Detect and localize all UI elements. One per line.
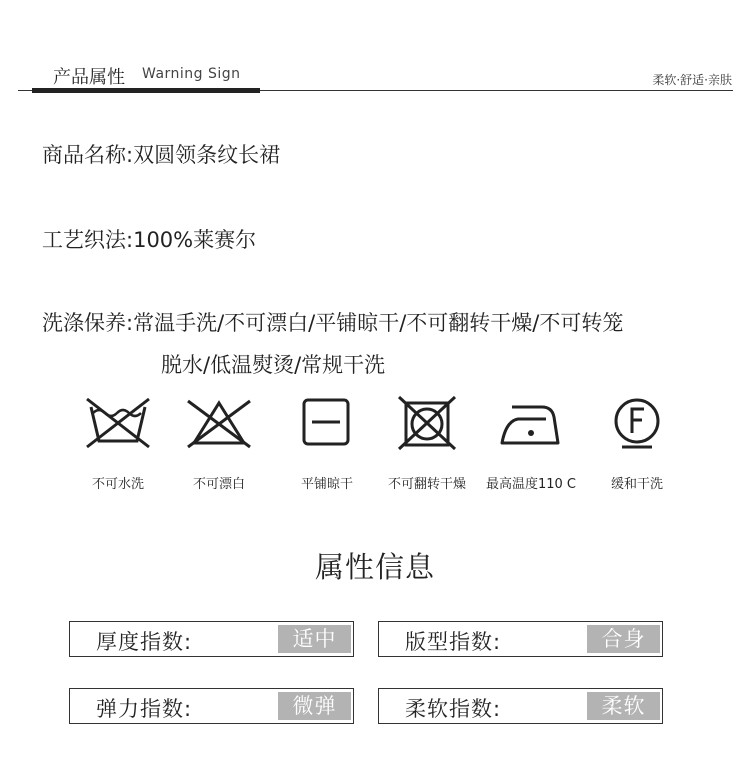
care-label: 洗涤保养: [42, 311, 134, 335]
care-row [42, 302, 623, 344]
care-icon-item [377, 395, 477, 492]
no-wash-icon [85, 395, 151, 449]
care-icon-item [277, 395, 377, 492]
header-accent-bar [32, 88, 260, 93]
product-name-value: 双圆领条纹长裙 [133, 143, 281, 167]
page-header [0, 0, 750, 100]
no-bleach-icon [184, 395, 254, 449]
craft-label: 工艺织法: [42, 228, 134, 252]
attribute-fit [378, 621, 663, 657]
attribute-label: 弹力指数: [96, 697, 193, 721]
care-value-line1: 常温手洗/不可漂白/平铺晾干/不可翻转干燥/不可转笼 [133, 311, 624, 335]
attribute-elasticity [69, 688, 354, 724]
dry-clean-f-icon [610, 395, 664, 449]
attribute-value-badge: 微弹 [278, 692, 351, 720]
care-icon-item [481, 395, 581, 492]
product-name-label: 商品名称: [42, 143, 134, 167]
header-title: 产品属性 [53, 67, 125, 88]
care-icon-label: 平铺晾干 [300, 477, 353, 492]
care-icon-item [587, 395, 687, 492]
no-tumble-dry-icon [397, 395, 457, 451]
header-subtitle: Warning Sign [142, 66, 241, 82]
attribute-label: 柔软指数: [405, 697, 502, 721]
attribute-value-badge: 柔软 [587, 692, 660, 720]
attribute-softness [378, 688, 663, 724]
attribute-value-badge: 适中 [278, 625, 351, 653]
attributes-title: 属性信息 [314, 550, 435, 584]
dry-flat-icon [300, 395, 354, 449]
care-icon-item [68, 395, 168, 492]
iron-low-icon [498, 395, 564, 449]
craft-value: 100%莱赛尔 [133, 228, 257, 252]
care-icon-label: 不可水洗 [91, 477, 144, 492]
attribute-thickness [69, 621, 354, 657]
care-icon-item [169, 395, 269, 492]
care-icons [0, 395, 750, 505]
care-value-line2: 脱水/低温熨烫/常规干洗 [161, 353, 386, 377]
care-icon-label: 不可漂白 [192, 477, 245, 492]
care-icon-label: 不可翻转干燥 [387, 477, 466, 492]
attribute-label: 厚度指数: [96, 630, 193, 654]
craft-row [42, 219, 256, 261]
care-icon-label: 缓和干洗 [610, 477, 663, 492]
product-name-row [42, 134, 280, 176]
attribute-value-badge: 合身 [587, 625, 660, 653]
attribute-label: 版型指数: [405, 630, 502, 654]
header-tagline: 柔软·舒适·亲肤 [652, 73, 732, 87]
care-icon-label: 最高温度110 C [485, 477, 577, 492]
